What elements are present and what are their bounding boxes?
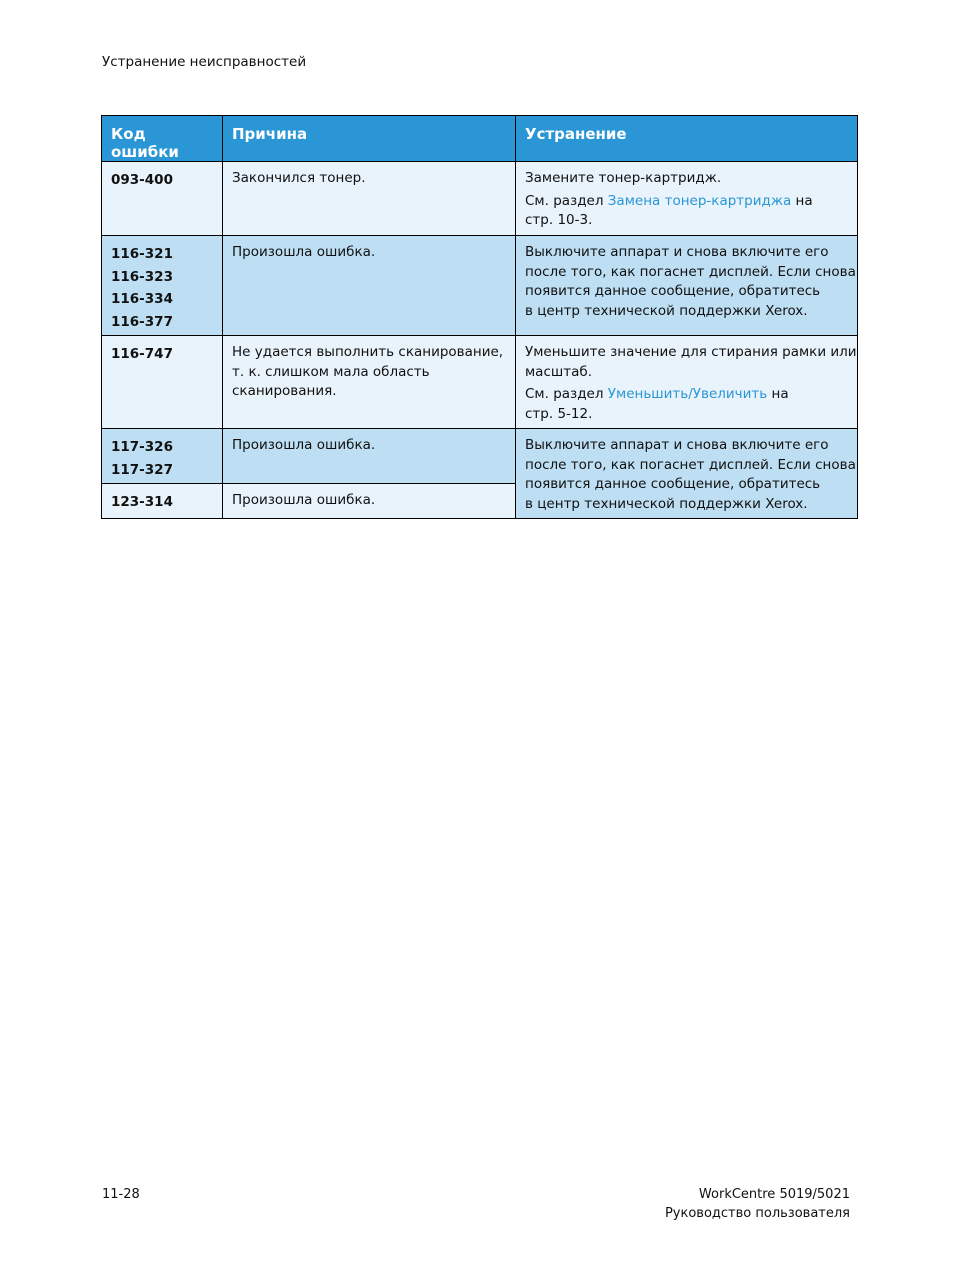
error-code: 093-400 — [111, 172, 173, 188]
fix-cell — [516, 162, 858, 236]
cause-text: Закончился тонер. — [232, 170, 366, 186]
fix-cell — [516, 336, 858, 429]
error-code: 116-321 — [111, 246, 173, 262]
page-number: 11-28 — [102, 1187, 140, 1202]
see-reference — [525, 192, 848, 212]
cause-text: т. к. слишком мала область — [232, 363, 430, 380]
error-code: 117-327 — [111, 461, 173, 478]
error-code-cell — [102, 336, 223, 429]
error-code-cell — [102, 162, 223, 236]
table-row — [102, 162, 858, 236]
cause-text: сканирования. — [232, 383, 337, 399]
product-name: WorkCentre 5019/5021 — [698, 1187, 850, 1202]
page-reference: стр. 10-3. — [525, 212, 593, 228]
guide-title: Руководство пользователя — [664, 1206, 850, 1221]
fix-text: после того, как погаснет дисплей. Если снова — [525, 456, 856, 473]
table-row — [102, 336, 858, 429]
error-code: 117-326 — [111, 439, 173, 455]
see-reference — [525, 385, 848, 405]
cause-text: Не удается выполнить сканирование, — [232, 344, 504, 360]
column-header: Устранение — [516, 116, 858, 162]
fix-cell — [516, 429, 858, 519]
error-code: 116-747 — [111, 346, 173, 362]
error-code-cell — [102, 484, 223, 519]
running-header: Устранение неисправностей — [102, 54, 307, 70]
fix-text: Замените тонер-картридж. — [525, 170, 722, 186]
fix-text: в центр технической поддержки Xerox. — [525, 302, 808, 319]
link-reduce-enlarge[interactable]: Уменьшить/Увеличить — [607, 386, 768, 402]
error-code: 123-314 — [111, 494, 173, 510]
table-row — [102, 236, 858, 336]
fix-text: Выключите аппарат и снова включите его — [525, 437, 829, 453]
cause-text: Произошла ошибка. — [232, 492, 376, 508]
error-code-table — [101, 115, 858, 519]
fix-text: Уменьшите значение для стирания рамки или — [525, 344, 857, 360]
fix-text: Выключите аппарат и снова включите его — [525, 244, 829, 260]
fix-text: появится данное сообщение, обратитесь — [525, 283, 821, 299]
error-code-cell — [102, 236, 223, 336]
see-prefix: См. раздел — [525, 192, 608, 209]
table-header-row — [102, 116, 858, 162]
cause-text: Произошла ошибка. — [232, 244, 376, 260]
see-suffix: на — [767, 386, 789, 402]
fix-text: появится данное сообщение, обратитесь — [525, 476, 821, 492]
error-code: 116-377 — [111, 313, 173, 330]
error-code: 116-334 — [111, 291, 173, 307]
fix-text: в центр технической поддержки Xerox. — [525, 495, 808, 512]
error-code: 116-323 — [111, 268, 173, 285]
cause-cell — [223, 429, 516, 484]
cause-text: Произошла ошибка. — [232, 437, 376, 453]
fix-text: после того, как погаснет дисплей. Если снова — [525, 263, 856, 280]
footer-product — [665, 1185, 850, 1223]
cause-cell — [223, 162, 516, 236]
error-code-cell — [102, 429, 223, 484]
see-suffix: на — [791, 192, 813, 209]
fix-text: масштаб. — [525, 363, 592, 380]
cause-cell — [223, 236, 516, 336]
cause-cell — [223, 336, 516, 429]
cause-cell — [223, 484, 516, 519]
fix-cell — [516, 236, 858, 336]
page-reference: стр. 5-12. — [525, 405, 593, 422]
column-header: Причина — [223, 116, 516, 162]
table-row — [102, 429, 858, 484]
link-replace-toner[interactable]: Замена тонер-картриджа — [607, 192, 792, 209]
see-prefix: См. раздел — [525, 386, 608, 402]
column-header: Код ошибки — [102, 116, 223, 162]
